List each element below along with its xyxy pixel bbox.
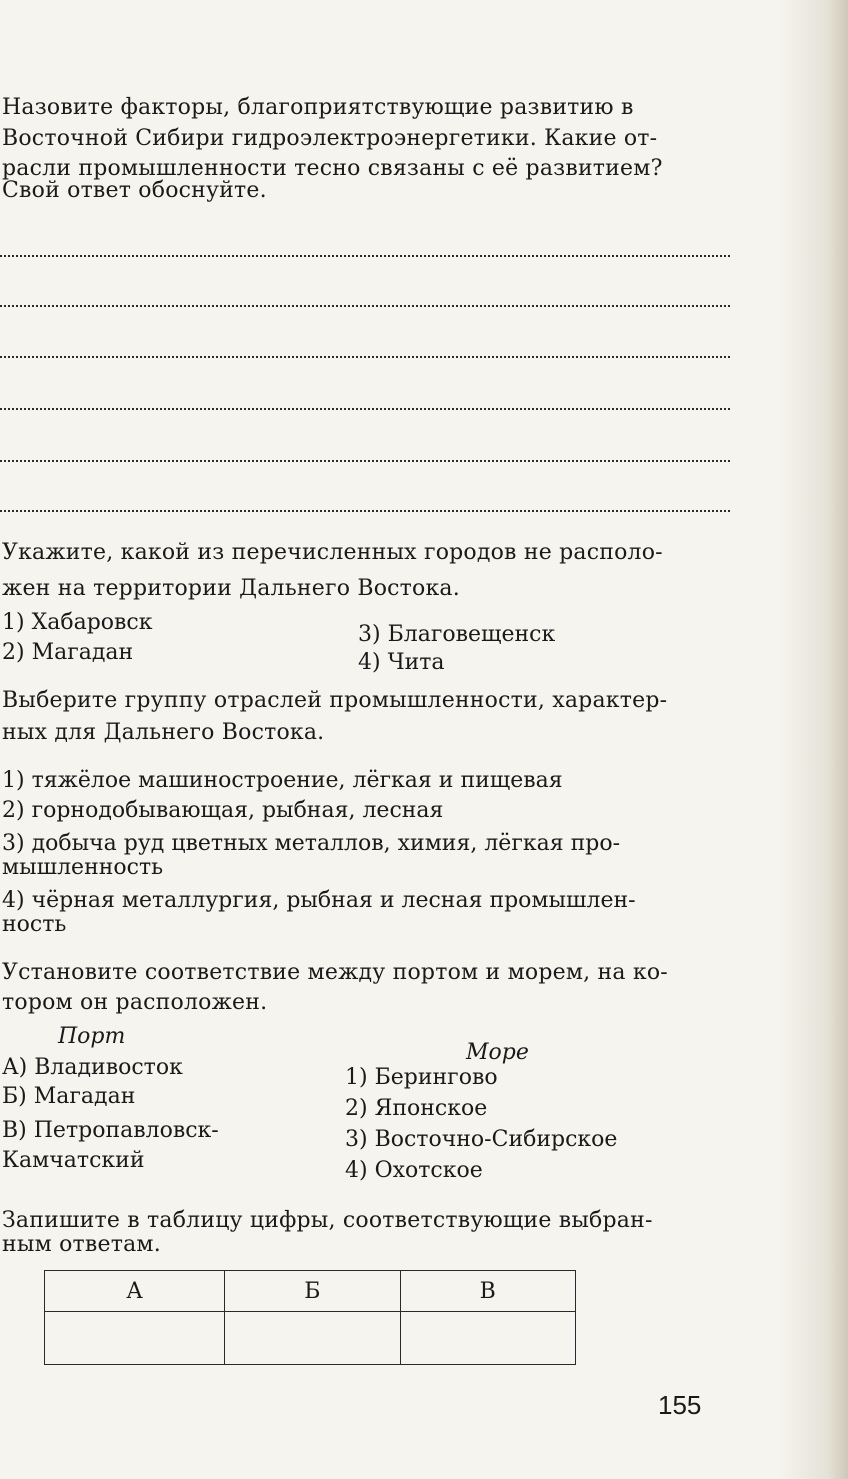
port-option: В) Петропавловск-	[2, 1118, 219, 1143]
answer-table-header: Б	[225, 1271, 400, 1312]
question-text-line: Выберите группу отраслей промышленности, характер-	[2, 688, 668, 713]
answer-table-header: А	[45, 1271, 225, 1312]
sea-option: 4) Охотское	[345, 1158, 483, 1183]
question-text-line: жен на территории Дальнего Востока.	[2, 576, 460, 601]
question-text-line: Назовите факторы, благоприятствующие развитию в	[2, 95, 634, 120]
sea-option: 3) Восточно-Сибирское	[345, 1127, 618, 1152]
instruction-line: Запишите в таблицу цифры, соответствующие выбран-	[2, 1208, 653, 1233]
question-text-line: ных для Дальнего Востока.	[2, 720, 325, 745]
question-text-line: Свой ответ обоснуйте.	[2, 178, 267, 203]
answer-option: 2) горнодобывающая, рыбная, лесная	[2, 798, 444, 823]
answer-option: 3) Благовещенск	[358, 622, 556, 647]
port-column-header: Порт	[58, 1024, 126, 1049]
sea-option: 2) Японское	[345, 1096, 488, 1121]
answer-option: 2) Магадан	[2, 640, 134, 665]
answer-table-header: В	[400, 1271, 575, 1312]
port-option: А) Владивосток	[2, 1055, 183, 1080]
answer-line	[0, 305, 730, 307]
sea-column-header: Море	[466, 1040, 529, 1065]
answer-option: 4) чёрная металлургия, рыбная и лесная промышлен-	[2, 888, 636, 913]
port-option: Б) Магадан	[2, 1084, 136, 1109]
question-text-line: Установите соответствие между портом и морем, на ко-	[2, 960, 668, 985]
answer-option: мышленность	[2, 855, 164, 880]
answer-option: ность	[2, 912, 67, 937]
question-text-line: тором он расположен.	[2, 990, 268, 1015]
answer-option: 3) добыча руд цветных металлов, химия, лёгкая про-	[2, 831, 621, 856]
answer-line	[0, 460, 730, 462]
answer-line	[0, 356, 730, 358]
answer-line	[0, 408, 730, 410]
question-text-line: Укажите, какой из перечисленных городов не располо-	[2, 540, 663, 565]
page-edge-shadow	[778, 0, 848, 1479]
answer-line	[0, 510, 730, 512]
answer-table-cell[interactable]	[225, 1312, 400, 1365]
answer-table-cell[interactable]	[400, 1312, 575, 1365]
instruction-line: ным ответам.	[2, 1232, 161, 1257]
answer-option: 1) тяжёлое машиностроение, лёгкая и пищевая	[2, 768, 563, 793]
question-text-line: расли промышленности тесно связаны с её развитием?	[2, 156, 663, 181]
answer-option: 1) Хабаровск	[2, 610, 153, 635]
answer-table-cell[interactable]	[45, 1312, 225, 1365]
port-option: Камчатский	[2, 1148, 145, 1173]
answer-table	[44, 1270, 576, 1365]
question-text-line: Восточной Сибири гидроэлектроэнергетики. Какие от-	[2, 126, 658, 151]
answer-line	[0, 255, 730, 257]
page-number: 155	[658, 1390, 702, 1420]
sea-option: 1) Берингово	[345, 1065, 498, 1090]
answer-option: 4) Чита	[358, 650, 445, 675]
